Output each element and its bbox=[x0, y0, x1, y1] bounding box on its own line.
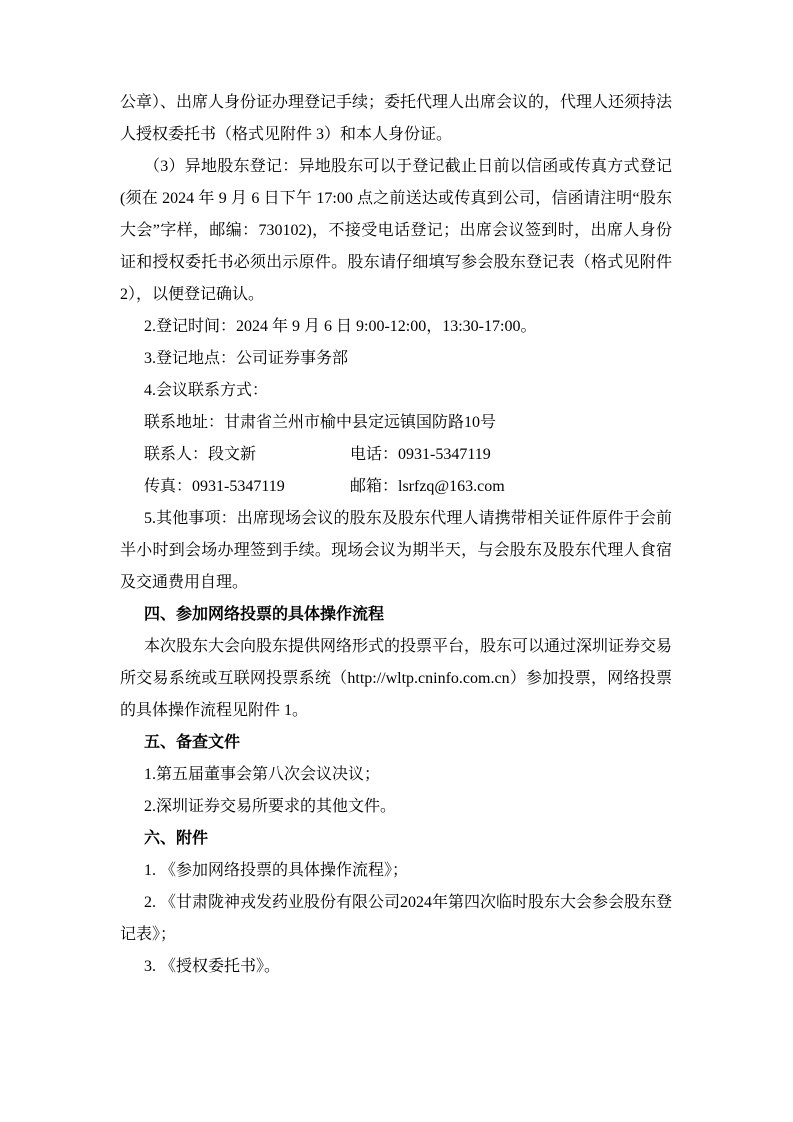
section-heading: 四、参加网络投票的具体操作流程 bbox=[144, 606, 385, 623]
body-paragraph: 本次股东大会向股东提供网络形式的投票平台，股东可以通过深圳证券交易所交易系统或互联网投票系统（http://wltp.cninfo.com.cn）参加投票，网络投票的具体操作流程见附件 1。 bbox=[120, 638, 673, 719]
body-paragraph: 3.登记地点：公司证券事务部 bbox=[144, 350, 349, 367]
body-paragraph: 4.会议联系方式： bbox=[144, 382, 269, 399]
contact-field-right: 电话：0931-5347119 bbox=[350, 446, 491, 463]
section-heading: 六、附件 bbox=[144, 830, 209, 847]
body-paragraph: 联系地址：甘肃省兰州市榆中县定远镇国防路10号 bbox=[144, 414, 497, 431]
contact-field-left: 传真：0931-5347119 bbox=[144, 478, 285, 495]
section-heading: 五、备查文件 bbox=[144, 734, 241, 751]
body-paragraph: （3）异地股东登记：异地股东可以于登记截止日前以信函或传真方式登记(须在 2024 年 9 月 6 日下午 17:00 点之前送达或传真到公司，信函请注明“股东大会”字样，邮编：730102)，不接受电话登记；出席会议签到时，出席人身份证和授权委托书必须出示原件。股东请仔细填写参会股东登记表（格式见附件 2），以便登记确认。 bbox=[120, 158, 672, 303]
document-content bbox=[120, 87, 672, 983]
contact-field-right: 邮箱：lsrfzq@163.com bbox=[350, 478, 505, 495]
body-paragraph: 5.其他事项：出席现场会议的股东及股东代理人请携带相关证件原件于会前半小时到会场办理签到手续。现场会议为期半天，与会股东及股东代理人食宿及交通费用自理。 bbox=[120, 510, 672, 591]
contact-field-left: 联系人：段文新 bbox=[144, 446, 257, 463]
body-paragraph: 3. 《授权委托书》。 bbox=[144, 958, 281, 975]
contact-row bbox=[120, 471, 672, 503]
body-paragraph: 1. 《参加网络投票的具体操作流程》； bbox=[144, 862, 409, 879]
body-paragraph: 1.第五届董事会第八次会议决议； bbox=[144, 766, 381, 783]
contact-row bbox=[120, 439, 672, 471]
body-paragraph: 2.深圳证券交易所要求的其他文件。 bbox=[144, 798, 397, 815]
body-paragraph: 2. 《甘肃陇神戎发药业股份有限公司2024年第四次临时股东大会参会股东登记表》； bbox=[120, 894, 673, 943]
body-paragraph: 2.登记时间：2024 年 9 月 6 日 9:00-12:00，13:30-17:00。 bbox=[144, 318, 537, 335]
body-paragraph: 公章）、出席人身份证办理登记手续；委托代理人出席会议的，代理人还须持法人授权委托书（格式见附件 3）和本人身份证。 bbox=[120, 94, 673, 143]
